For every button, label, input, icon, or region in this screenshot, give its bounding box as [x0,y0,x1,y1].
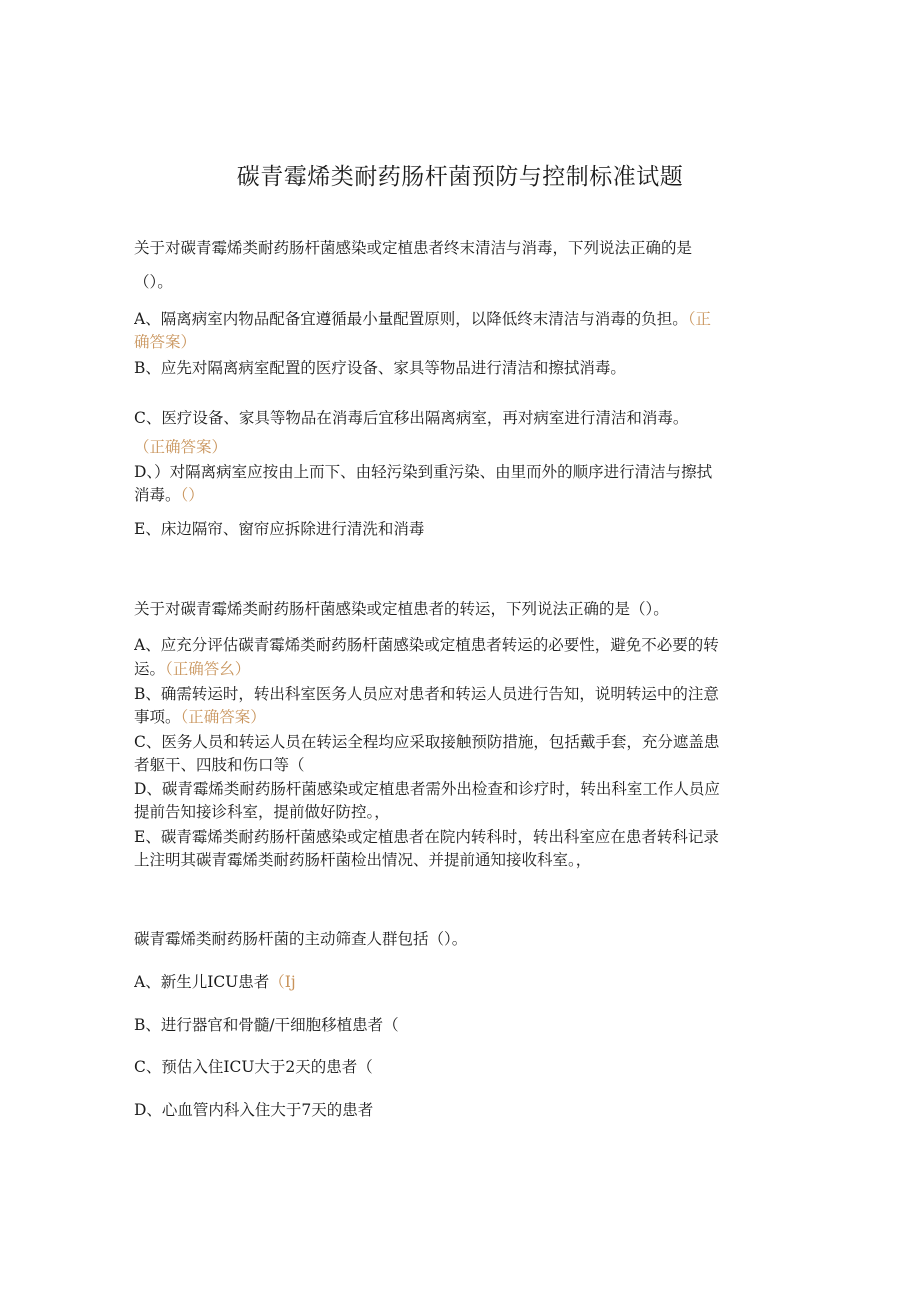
q1-option-d-answer-tag: （） [180,486,204,504]
q2-option-a-line1: A、应充分评估碳青霉烯类耐药肠杆菌感染或定植患者转运的必要性，避免不必要的转 [134,636,719,654]
q2-option-c-line2: 者躯干、四肢和伤口等（ [134,756,305,774]
q1-option-d-line2 [134,483,779,507]
q3-option-a-answer-tag: （Ij [269,973,296,991]
q2-option-a-text: 运。 [134,660,166,678]
q2-option-d-line1: D、碳青霉烯类耐药肠杆菌感染或定植患者需外出检查和诊疗时，转出科室工作人员应 [134,780,720,798]
q1-option-c-answer-tag: （正确答案） [134,438,228,456]
q1-option-a-text: A、隔离病室内物品配备宜遵循最小量配置原则，以降低终末清洁与消毒的负担。 [134,310,688,328]
q2-stem: 关于对碳青霉烯类耐药肠杆菌感染或定植患者的转运，下列说法正确的是（）。 [134,600,669,618]
page-title: 碳青霉烯类耐药肠杆菌预防与控制标准试题 [236,164,684,190]
q1-option-a-line1 [134,307,779,331]
q1-stem-line1: 关于对碳青霉烯类耐药肠杆菌感染或定植患者终末清洁与消毒，下列说法正确的是 [134,239,693,257]
q1-option-a-line2: 确答案） [134,333,197,351]
q2-option-b-text: 事项。 [134,708,181,726]
q3-option-b: B、进行器官和骨髓/干细胞移植患者（ [134,1016,399,1034]
q1-option-e: E、床边隔帘、窗帘应拆除进行清洗和消毒 [134,520,425,538]
q2-option-b-line1: B、确需转运时，转出科室医务人员应对患者和转运人员进行告知，说明转运中的注意 [134,685,719,703]
q1-option-c-line1: C、医疗设备、家具等物品在消毒后宜移出隔离病室，再对病室进行清洁和消毒。 [134,409,689,427]
q1-option-a-answer-tag1: （正 [687,310,711,328]
q3-option-c: C、预估入住ICU大于2天的患者（ [134,1058,373,1076]
q3-option-a-text: A、新生儿ICU患者 [134,973,270,991]
q2-option-b-answer-tag: （正确答案） [180,708,266,726]
q2-option-e-line2: 上注明其碳青霉烯类耐药肠杆菌检出情况、并提前通知接收科室。， [134,851,592,869]
q1-option-d-line1: D、）对隔离病室应按由上而下、由轻污染到重污染、由里而外的顺序进行清洁与擦拭 [134,463,713,481]
q1-option-b: B、应先对隔离病室配置的医疗设备、家具等物品进行清洁和擦拭消毒。 [134,359,626,377]
q3-option-a [134,970,779,994]
q2-option-a-line2 [134,657,779,681]
q1-stem-line2: （）。 [134,273,173,291]
q2-option-b-line2 [134,705,779,729]
q2-option-e-line1: E、碳青霉烯类耐药肠杆菌感染或定植患者在院内转科时，转出科室应在患者转科记录 [134,828,719,846]
q3-stem: 碳青霉烯类耐药肠杆菌的主动筛查人群包括（）。 [134,930,468,948]
q1-option-d-text: 消毒。 [134,486,181,504]
q2-option-c-line1: C、医务人员和转运人员在转运全程均应采取接触预防措施，包括戴手套，充分遮盖患 [134,733,720,751]
q2-option-a-answer-tag: （正确答幺） [165,660,251,678]
q2-option-d-line2: 提前告知接诊科室，提前做好防控。， [134,803,390,821]
q3-option-d: D、心血管内科入住大于7天的患者 [134,1101,374,1119]
